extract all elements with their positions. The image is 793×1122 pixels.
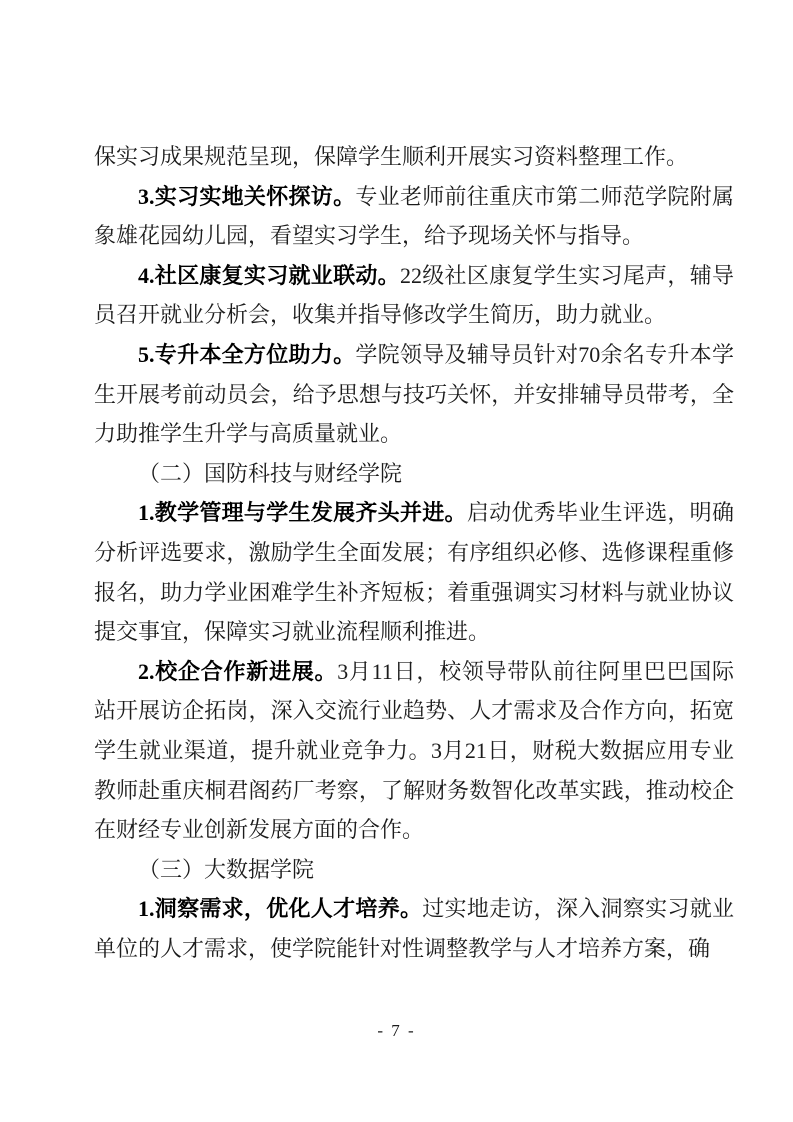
paragraph: [94, 652, 734, 850]
paragraph: [94, 889, 734, 968]
paragraph-lead: 4.社区康复实习就业联动。: [138, 262, 400, 288]
paragraph-text: 3月11日，校领导带队前往阿里巴巴国际站开展访企拓岗，深入交流行业趋势、人才需求及合作方向，拓宽学生就业渠道，提升就业竞争力。3月21日，财税大数据应用专业教师赴重庆桐君阁药厂考察，了解财务数智化改革实践，推动校企在财经专业创新发展方面的合作。: [94, 658, 734, 843]
paragraph: [94, 177, 734, 256]
paragraph-text: 保实习成果规范呈现，保障学生顺利开展实习资料整理工作。: [94, 144, 689, 169]
page-number: - 7 -: [377, 1021, 416, 1040]
paragraph-lead: 5.专升本全方位助力。: [138, 341, 356, 367]
document-body: [94, 137, 734, 968]
paragraph-lead: 3.实习实地关怀探访。: [138, 183, 356, 209]
section-heading: （二）国防科技与财经学院: [138, 460, 403, 486]
paragraph-lead: 2.校企合作新进展。: [138, 658, 338, 684]
paragraph-lead: 1.洞察需求，优化人才培养。: [138, 896, 423, 922]
page-footer: [0, 1019, 793, 1043]
paragraph-text: 过实地走访，深入洞察实习就业单位的人才需求，使学院能针对性调整教学与人才培养方案，确: [94, 896, 734, 961]
paragraph: [94, 256, 734, 335]
paragraph-text: 学院领导及辅导员针对70余名专升本学生开展考前动员会，给予思想与技巧关怀，并安排辅导员带考，全力助推学生升学与高质量就业。: [94, 341, 734, 447]
paragraph: [94, 335, 734, 454]
paragraph-lead: 1.教学管理与学生发展齐头并进。: [138, 500, 467, 526]
paragraph-text: 22级社区康复学生实习尾声，辅导员召开就业分析会，收集并指导修改学生简历，助力就业。: [94, 262, 734, 328]
paragraph: [94, 137, 734, 177]
section-heading: （三）大数据学院: [138, 856, 315, 882]
paragraph-text: 专业老师前往重庆市第二师范学院附属象雄花园幼儿园，看望实习学生，给予现场关怀与指导。: [94, 183, 734, 249]
paragraph-text: 启动优秀毕业生评选，明确分析评选要求，激励学生全面发展；有序组织必修、选修课程重修报名，助力学业困难学生补齐短板；着重强调实习材料与就业协议提交事宜，保障实习就业流程顺利推进。: [94, 500, 734, 645]
paragraph: [94, 493, 734, 651]
